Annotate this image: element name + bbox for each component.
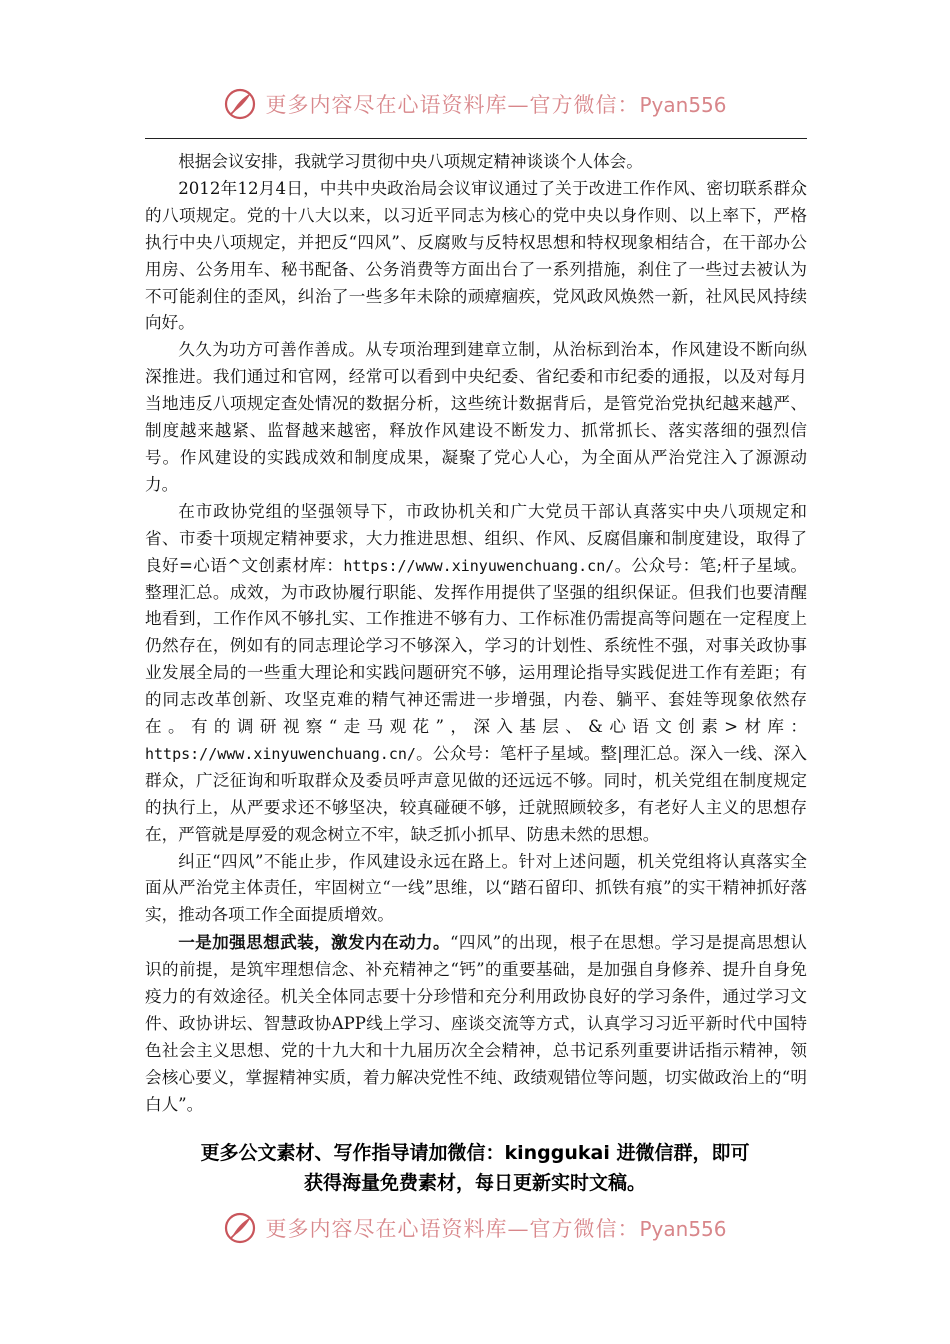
promo-line-2: 获得海量免费素材，每日更新实时文稿。 bbox=[303, 1172, 646, 1194]
header-divider bbox=[145, 138, 807, 139]
wechat-id: Pyan556 bbox=[639, 93, 727, 117]
promo-notice bbox=[120, 1138, 830, 1198]
source-url-1: https://www.xinyuwenchuang.cn/ bbox=[343, 556, 615, 575]
paragraph-progress: 久久为功方可善作善成。从专项治理到建章立制，从治标到治本，作风建设不断向纵深推进。我们通过和官网，经常可以看到中央纪委、省纪委和市纪委的通报，以及对每月当地违反八项规定查处情况的数据分析，这些统计数据背后，是管党治党执纪越来越严、制度越来越紧、监督越来越密，释放作风建设不断发力、抓常抓长、落实落细的强烈信号。作风建设的实践成效和制度成果，凝聚了党心人心，为全面从严治党注入了源源动力。 bbox=[145, 340, 807, 494]
banner-text: 更多内容尽在心语资料库—官方微信：Pyan556 bbox=[265, 1217, 727, 1241]
paragraph-intro: 根据会议安排，我就学习贯彻中央八项规定精神谈谈个人体会。 bbox=[178, 152, 643, 171]
paragraph-background: 2012年12月4日，中共中央政治局会议审议通过了关于改进工作作风、密切联系群众的八项规定。党的十八大以来，以习近平同志为核心的党中央以身作则、以上率下，严格执行中央八项规定，并把反“四风”、反腐败与反特权思想和特权现象相结合，在干部办公用房、公务用车、秘书配备、公务消费等方面出台了一系列措施，刹住了一些过去被认为不可能刹住的歪风，纠治了一些多年未除的顽瘴痼疾，党风政风焕然一新，社风民风持续向好。 bbox=[145, 178, 807, 333]
document-body bbox=[145, 149, 807, 1119]
banner-text: 更多内容尽在心语资料库—官方微信：Pyan556 bbox=[265, 93, 727, 117]
wechat-id: Pyan556 bbox=[639, 1217, 727, 1241]
promo-line-1: 更多公文素材、写作指导请加微信：kinggukai 进微信群，即可 bbox=[200, 1142, 750, 1164]
point-one-heading: 一是加强思想武装，激发内在动力。 bbox=[178, 932, 450, 953]
paragraph-measures: 纠正“四风”不能止步，作风建设永远在路上。针对上述问题，机关党组将认真落实全面从严治党主体责任，牢固树立“一线”思维，以“踏石留印、抓铁有痕”的实干精神抓好落实，推动各项工作全面提质增效。 bbox=[145, 851, 807, 925]
quill-logo-icon bbox=[223, 1211, 257, 1245]
header-banner bbox=[0, 82, 950, 126]
paragraph-problems: 在市政协党组的坚强领导下，市政协机关和广大党员干部认真落实中央八项规定和省、市委十项规定精神要求，大力推进思想、组织、作风、反腐倡廉和制度建设，取得了良好=心语^文创素材库：https://www.xinyuwenchuang.cn/。公众号：笔;杆子星域。整理汇总。成效，为市政协履行职能、发挥作用提供了坚强的组织保证。但我们也要清醒地看到，工作作风不够扎实、工作推进不够有力、工作标准仍需提高等问题在一定程度上仍然存在，例如有的同志理论学习不够深入，学习的计划性、系统性不强，对事关政协事业发展全局的一些重大理论和实践问题研究不够，运用理论指导实践促进工作有差距；有的同志改革创新、攻坚克难的精气神还需进一步增强，内卷、躺平、套娃等现象依然存在。有的调研视察“走马观花”，深入基层、&心语文创素>材库：https://www.xinyuwenchuang.cn/。公众号：笔杆子星域。整|理汇总。深入一线、深入群众，广泛征询和听取群众及委员呼声意见做的还远远不够。同时，机关党组在制度规定的执行上，从严要求还不够坚决，较真碰硬不够，迁就照顾较多，有老好人主义的思想存在，严管就是厚爱的观念树立不牢，缺乏抓小抓早、防患未然的思想。 bbox=[145, 501, 807, 844]
paragraph-point-one: 一是加强思想武装，激发内在动力。“四风”的出现，根子在思想。学习是提高思想认识的前提，是筑牢理想信念、补充精神之“钙”的重要基础，是加强自身修养、提升自身免疫力的有效途径。机关全体同志要十分珍惜和充分利用政协良好的学习条件，通过学习文件、政协讲坛、智慧政协APP线上学习、座谈交流等方式，认真学习习近平新时代中国特色社会主义思想、党的十九大和十九届历次全会精神，总书记系列重要讲话指示精神，领会核心要义，掌握精神实质，着力解决党性不纯、政绩观错位等问题，切实做政治上的“明白人”。 bbox=[145, 932, 808, 1114]
source-url-2: https://www.xinyuwenchuang.cn/ bbox=[145, 744, 416, 763]
quill-logo-icon bbox=[223, 87, 257, 121]
footer-banner bbox=[0, 1206, 950, 1250]
